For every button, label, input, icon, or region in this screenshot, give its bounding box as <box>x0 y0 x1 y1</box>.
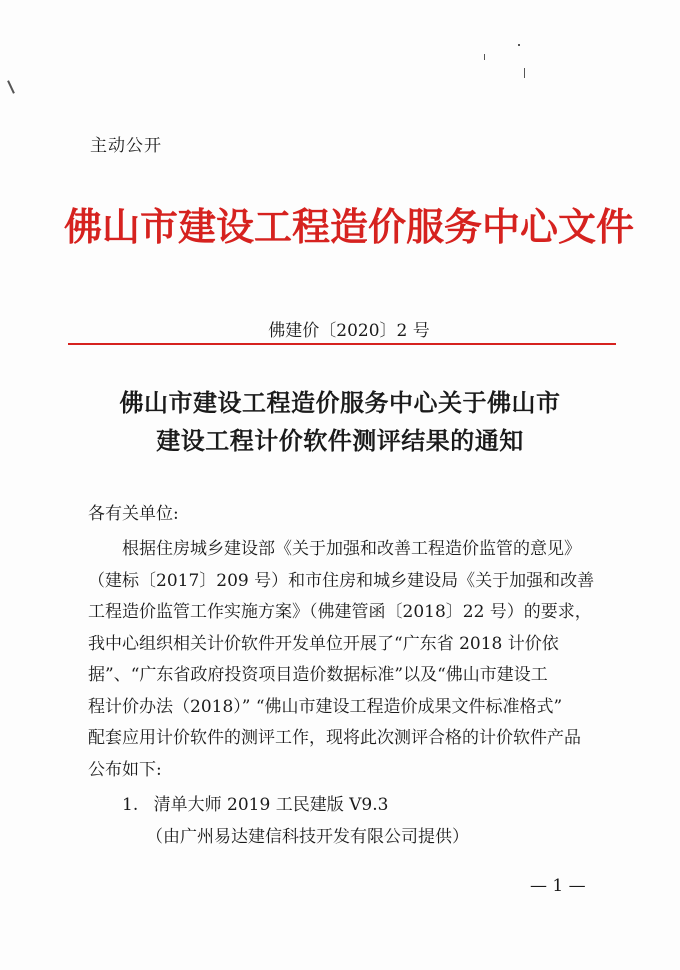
page-number: — 1 — <box>530 876 586 896</box>
red-divider-line <box>68 343 616 345</box>
list-item-number: 1. <box>122 795 139 815</box>
salutation: 各有关单位: <box>88 504 179 524</box>
list-item <box>122 790 388 815</box>
body-line: 程计价办法（2018）” “佛山市建设工程造价成果文件标准格式” <box>88 696 563 717</box>
title-line-2: 建设工程计价软件测评结果的通知 <box>156 426 524 455</box>
scan-speck <box>7 80 15 94</box>
body-line: （建标〔2017〕209 号）和市住房和城乡建设局《关于加强和改善 <box>88 570 595 591</box>
scan-speck <box>518 44 520 46</box>
body-paragraph <box>88 534 616 786</box>
document-number: 佛建价〔2020〕2 号 <box>268 321 430 341</box>
list-item-provider: （由广州易达建信科技开发有限公司提供） <box>146 827 469 847</box>
scan-speck <box>524 68 525 78</box>
body-line: 公布如下: <box>88 759 162 780</box>
issuing-organization-header: 佛山市建设工程造价服务中心文件 <box>64 204 635 249</box>
title-line-1: 佛山市建设工程造价服务中心关于佛山市 <box>119 388 561 417</box>
body-line: 我中心组织相关计价软件开发单位开展了“广东省 2018 计价依 <box>88 633 559 654</box>
scan-speck <box>484 54 485 60</box>
body-line: 配套应用计价软件的测评工作，现将此次测评合格的计价软件产品 <box>88 728 581 748</box>
document-title <box>0 384 680 460</box>
body-line: 据”、“广东省政府投资项目造价数据标准”以及“佛山市建设工 <box>88 665 548 685</box>
body-line: 根据住房城乡建设部《关于加强和改善工程造价监管的意见》 <box>122 539 581 559</box>
body-line: 工程造价监管工作实施方案》（佛建管函〔2018〕22 号）的要求， <box>88 602 592 622</box>
disclosure-label: 主动公开 <box>90 136 162 156</box>
list-item-name: 清单大师 2019 工民建版 V9.3 <box>153 795 389 815</box>
